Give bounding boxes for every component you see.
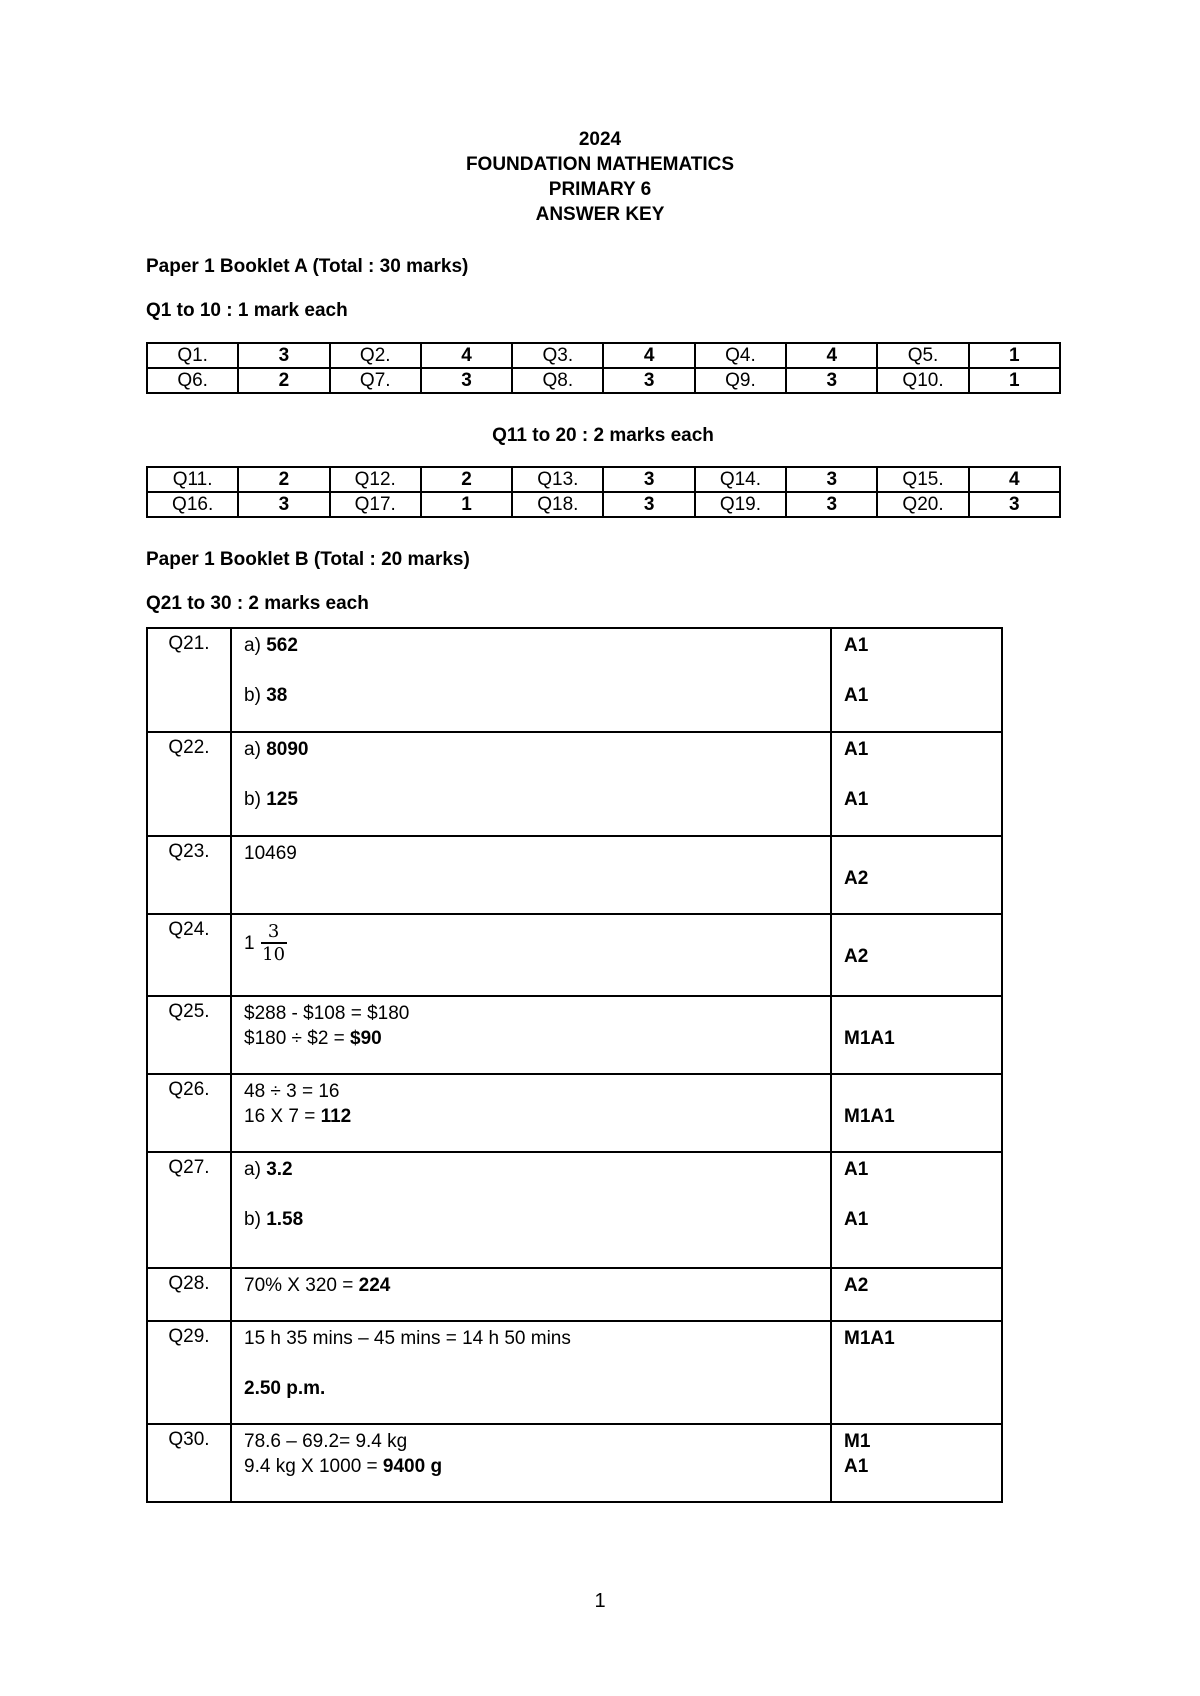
section1-label: Q1 to 10 : 1 mark each — [146, 300, 348, 321]
answer-cell: 3 — [603, 368, 694, 393]
answer-cell: 3 — [786, 492, 877, 517]
table-row — [147, 1268, 1002, 1321]
answer-cell: 3 — [603, 467, 694, 492]
answer-value: $90 — [350, 1028, 382, 1049]
mark-label: A1 — [844, 1159, 869, 1180]
fraction — [261, 922, 287, 966]
part-label: b) — [244, 1209, 267, 1230]
marks-cell — [831, 1152, 1002, 1268]
mark-label: A1 — [844, 1456, 869, 1477]
question-cell: Q26. — [147, 1074, 231, 1152]
title-year: 2024 — [578, 129, 622, 150]
page-number: 1 — [594, 1590, 606, 1612]
working-cell — [231, 732, 831, 836]
answer-value: 562 — [266, 635, 298, 656]
question-cell: Q18. — [512, 492, 603, 517]
working-cell — [231, 836, 831, 914]
answer-cell: 1 — [421, 492, 512, 517]
question-cell: Q6. — [147, 368, 238, 393]
mcq-table-q1-q10 — [146, 342, 1061, 394]
answer-cell: 4 — [786, 343, 877, 368]
answer-value: 224 — [358, 1275, 391, 1296]
answer-value: 10469 — [244, 843, 297, 864]
marks-cell — [831, 1321, 1002, 1424]
mark-label: A2 — [844, 946, 869, 967]
marks-cell — [831, 1268, 1002, 1321]
table-row — [147, 1152, 1002, 1268]
answer-value: 8090 — [266, 739, 309, 760]
question-cell: Q17. — [330, 492, 421, 517]
answer-cell: 3 — [421, 368, 512, 393]
answer-cell: 1 — [969, 343, 1060, 368]
question-cell: Q28. — [147, 1268, 231, 1321]
working-line: $288 - $108 = $180 — [244, 1003, 410, 1024]
answer-cell: 4 — [603, 343, 694, 368]
answer-cell: 3 — [969, 492, 1060, 517]
mcq-table-q11-q20 — [146, 466, 1061, 518]
answer-cell: 4 — [969, 467, 1060, 492]
marks-cell — [831, 628, 1002, 732]
question-cell: Q7. — [330, 368, 421, 393]
part-label: b) — [244, 789, 267, 810]
question-cell: Q19. — [695, 492, 786, 517]
mark-label: M1A1 — [844, 1328, 895, 1349]
numerator: 3 — [267, 921, 280, 942]
working-line: 9.4 kg X 1000 = — [244, 1456, 383, 1477]
question-cell: Q9. — [695, 368, 786, 393]
marks-cell — [831, 732, 1002, 836]
mark-label: M1 — [844, 1431, 871, 1452]
working-line: 48 ÷ 3 = 16 — [244, 1081, 340, 1102]
working-line: 78.6 – 69.2= 9.4 kg — [244, 1431, 408, 1452]
question-cell: Q21. — [147, 628, 231, 732]
question-cell: Q22. — [147, 732, 231, 836]
answer-value: 38 — [266, 685, 288, 706]
question-cell: Q30. — [147, 1424, 231, 1502]
working-line: 70% X 320 = — [244, 1275, 359, 1296]
table-row — [147, 836, 1002, 914]
mark-label: A1 — [844, 789, 869, 810]
mark-label: A1 — [844, 739, 869, 760]
answer-cell: 3 — [238, 492, 329, 517]
booklet-a-title: Paper 1 Booklet A (Total : 30 marks) — [146, 256, 469, 277]
question-cell: Q4. — [695, 343, 786, 368]
working-line: 16 X 7 = — [244, 1106, 321, 1127]
open-ended-answer-table — [146, 627, 1003, 1503]
booklet-b-section-label: Q21 to 30 : 2 marks each — [146, 593, 369, 614]
question-cell: Q14. — [695, 467, 786, 492]
question-cell: Q29. — [147, 1321, 231, 1424]
mark-label: A2 — [844, 1275, 869, 1296]
table-row — [147, 1321, 1002, 1424]
answer-cell: 1 — [969, 368, 1060, 393]
table-row — [147, 732, 1002, 836]
answer-value: 9400 g — [382, 1456, 443, 1477]
question-cell: Q11. — [147, 467, 238, 492]
mark-label: M1A1 — [844, 1028, 895, 1049]
question-cell: Q15. — [877, 467, 968, 492]
title-doc-type: ANSWER KEY — [535, 204, 665, 225]
section2-label: Q11 to 20 : 2 marks each — [492, 425, 714, 446]
mixed-number — [244, 919, 287, 969]
mark-label: A1 — [844, 685, 869, 706]
document-title — [0, 127, 1200, 227]
answer-cell: 2 — [238, 368, 329, 393]
answer-value: 3.2 — [266, 1159, 293, 1180]
whole-part: 1 — [244, 933, 255, 954]
question-cell: Q23. — [147, 836, 231, 914]
question-cell: Q3. — [512, 343, 603, 368]
marks-cell — [831, 996, 1002, 1074]
marks-cell — [831, 1424, 1002, 1502]
marks-cell — [831, 836, 1002, 914]
answer-value: 125 — [266, 789, 298, 810]
mark-label: A2 — [844, 868, 869, 889]
question-cell: Q8. — [512, 368, 603, 393]
working-line: 15 h 35 mins – 45 mins = 14 h 50 mins — [244, 1328, 571, 1349]
question-cell: Q16. — [147, 492, 238, 517]
part-label: b) — [244, 685, 267, 706]
booklet-b-title: Paper 1 Booklet B (Total : 20 marks) — [146, 549, 470, 570]
question-cell: Q13. — [512, 467, 603, 492]
working-line: $180 ÷ $2 = — [244, 1028, 351, 1049]
question-cell: Q20. — [877, 492, 968, 517]
table-row — [147, 467, 1060, 492]
table-row — [147, 628, 1002, 732]
mark-label: A1 — [844, 635, 869, 656]
marks-cell — [831, 1074, 1002, 1152]
answer-cell: 3 — [238, 343, 329, 368]
answer-value: 112 — [320, 1106, 352, 1127]
question-cell: Q5. — [877, 343, 968, 368]
question-cell: Q24. — [147, 914, 231, 996]
answer-cell: 2 — [421, 467, 512, 492]
question-cell: Q2. — [330, 343, 421, 368]
mark-label: M1A1 — [844, 1106, 895, 1127]
answer-value: 1.58 — [266, 1209, 304, 1230]
title-subject: FOUNDATION MATHEMATICS — [465, 154, 735, 175]
part-label: a) — [244, 1159, 267, 1180]
working-cell — [231, 996, 831, 1074]
table-row — [147, 492, 1060, 517]
answer-cell: 2 — [238, 467, 329, 492]
answer-cell: 4 — [421, 343, 512, 368]
marks-cell — [831, 914, 1002, 996]
question-cell: Q10. — [877, 368, 968, 393]
table-row — [147, 914, 1002, 996]
denominator: 10 — [262, 944, 286, 965]
answer-cell: 3 — [603, 492, 694, 517]
question-cell: Q25. — [147, 996, 231, 1074]
title-level: PRIMARY 6 — [548, 179, 652, 200]
question-cell: Q27. — [147, 1152, 231, 1268]
table-row — [147, 1424, 1002, 1502]
working-cell — [231, 1321, 831, 1424]
part-label: a) — [244, 635, 267, 656]
answer-cell: 3 — [786, 467, 877, 492]
working-cell — [231, 1152, 831, 1268]
question-cell: Q12. — [330, 467, 421, 492]
answer-value: 2.50 p.m. — [244, 1378, 326, 1399]
working-cell — [231, 914, 831, 996]
table-row — [147, 343, 1060, 368]
table-row — [147, 368, 1060, 393]
working-cell — [231, 1268, 831, 1321]
working-cell — [231, 628, 831, 732]
question-cell: Q1. — [147, 343, 238, 368]
table-row — [147, 1074, 1002, 1152]
answer-cell: 3 — [786, 368, 877, 393]
working-cell — [231, 1074, 831, 1152]
working-cell — [231, 1424, 831, 1502]
table-row — [147, 996, 1002, 1074]
part-label: a) — [244, 739, 267, 760]
mark-label: A1 — [844, 1209, 869, 1230]
